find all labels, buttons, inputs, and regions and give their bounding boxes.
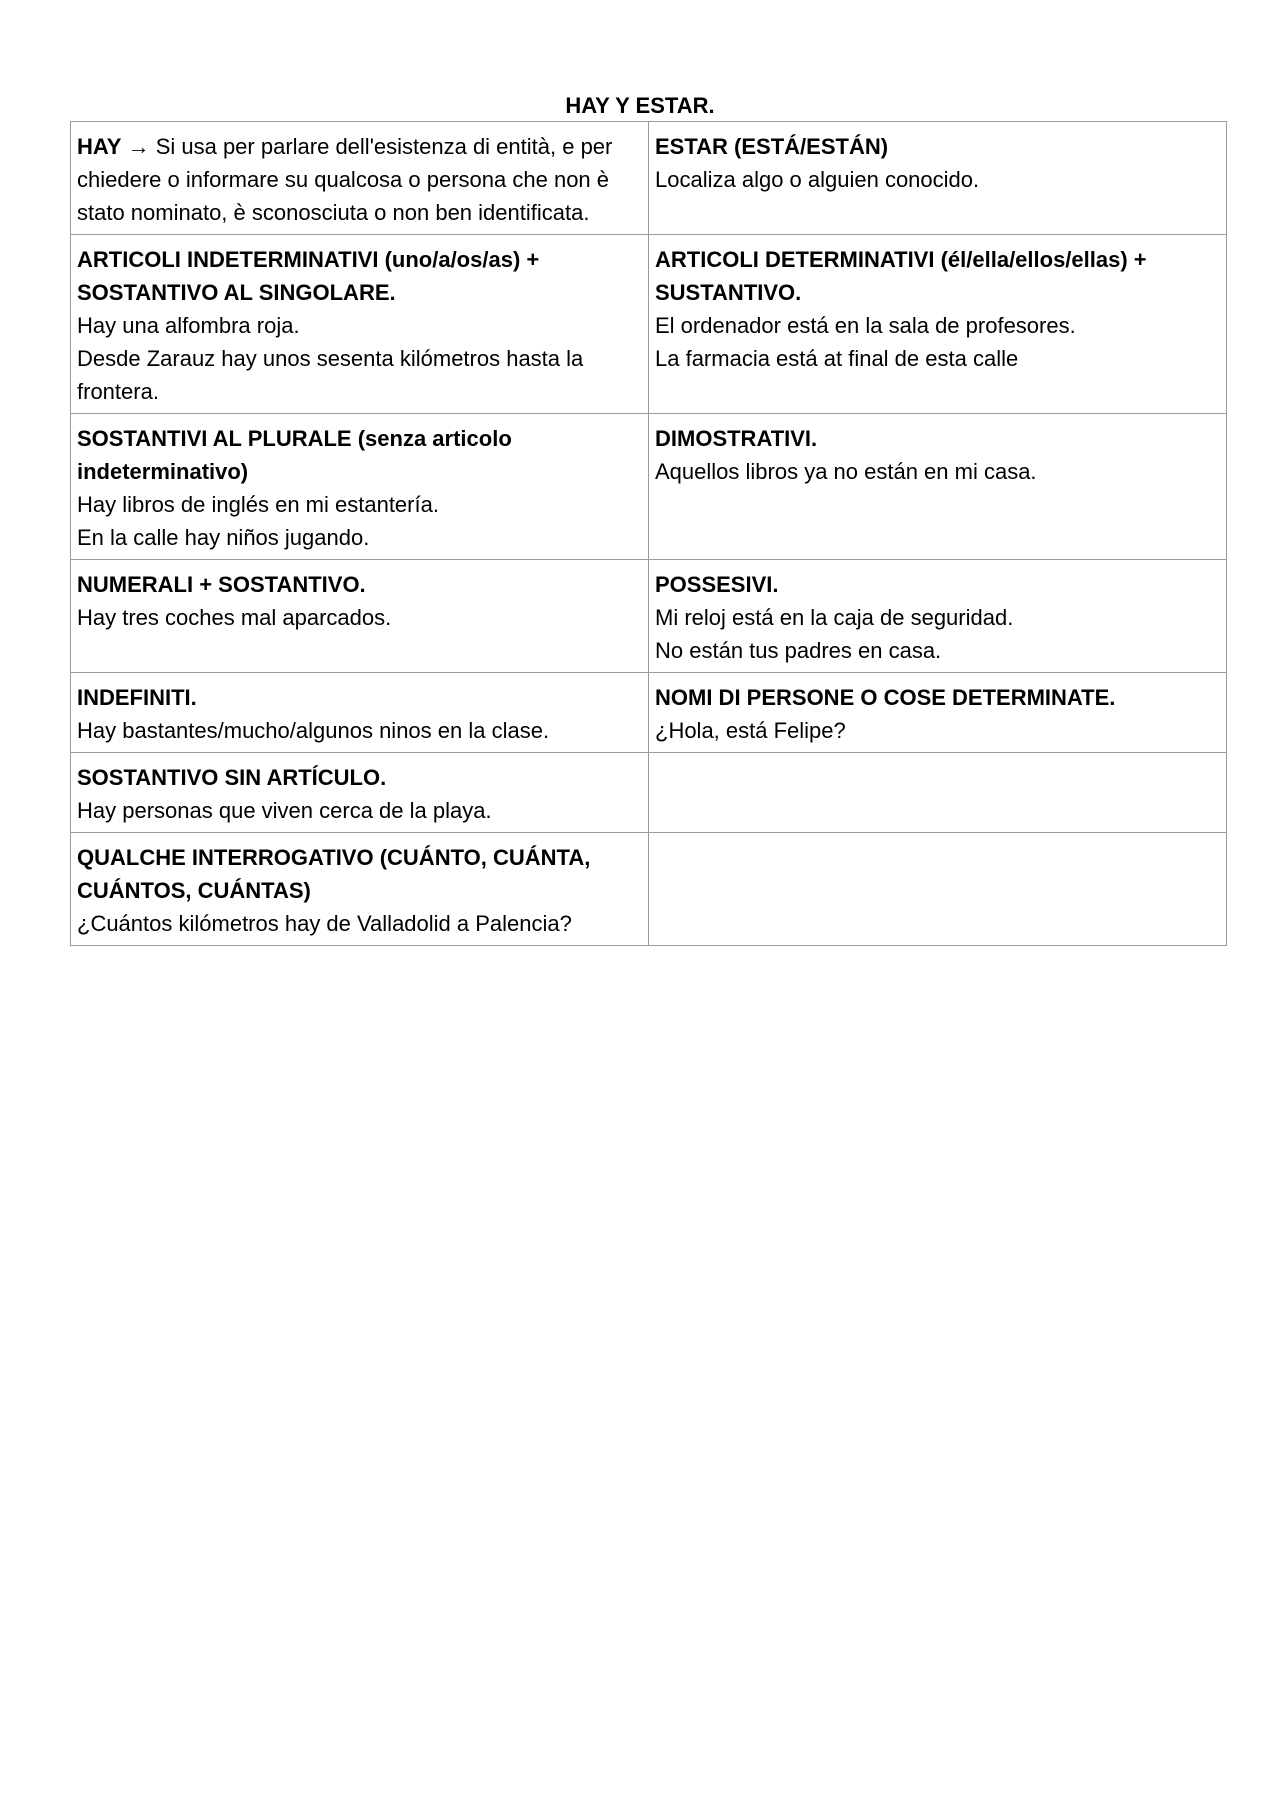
- cell-heading: ESTAR (ESTÁ/ESTÁN): [655, 134, 889, 159]
- table-row: [71, 673, 1227, 753]
- cell-heading: HAY: [77, 134, 122, 159]
- cell-heading: SOSTANTIVI AL PLURALE (senza articolo indeterminativo): [77, 426, 512, 484]
- table-row: [71, 414, 1227, 560]
- cell-line: Mi reloj está en la caja de seguridad.: [655, 605, 1014, 630]
- table-row: [71, 753, 1227, 833]
- cell-line: Aquellos libros ya no están en mi casa.: [655, 459, 1037, 484]
- hay-cell: [71, 673, 649, 753]
- cell-heading: ARTICOLI DETERMINATIVI (él/ella/ellos/ellas) + SUSTANTIVO.: [655, 247, 1147, 305]
- cell-line: Hay tres coches mal aparcados.: [77, 605, 392, 630]
- estar-cell: [649, 235, 1227, 414]
- cell-line: El ordenador está en la sala de profesores.: [655, 313, 1076, 338]
- cell-line: Hay bastantes/mucho/algunos ninos en la clase.: [77, 718, 550, 743]
- cell-text: Si usa per parlare dell'esistenza di entità, e per chiedere o informare su qualcosa o persona che non è stato nominato, è sconosciuta o non ben identificata.: [77, 134, 613, 225]
- cell-heading: ARTICOLI INDETERMINATIVI (uno/a/os/as) + SOSTANTIVO AL SINGOLARE.: [77, 247, 540, 305]
- hay-cell: [71, 833, 649, 946]
- cell-heading: POSSESIVI.: [655, 572, 779, 597]
- cell-line: Desde Zarauz hay unos sesenta kilómetros hasta la frontera.: [77, 346, 584, 404]
- estar-cell-empty: [649, 753, 1227, 833]
- hay-cell: [71, 560, 649, 673]
- table-row: [71, 122, 1227, 235]
- cell-heading: NOMI DI PERSONE O COSE DETERMINATE.: [655, 685, 1116, 710]
- cell-heading: NUMERALI + SOSTANTIVO.: [77, 572, 366, 597]
- estar-cell-empty: [649, 833, 1227, 946]
- hay-cell: [71, 122, 649, 235]
- estar-cell: [649, 560, 1227, 673]
- cell-line: Hay libros de inglés en mi estantería.: [77, 492, 439, 517]
- cell-line: Hay una alfombra roja.: [77, 313, 300, 338]
- arrow-right-icon: →: [127, 134, 150, 159]
- cell-heading: DIMOSTRATIVI.: [655, 426, 818, 451]
- estar-cell: [649, 414, 1227, 560]
- cell-line: La farmacia está at final de esta calle: [655, 346, 1019, 371]
- cell-line: Localiza algo o alguien conocido.: [655, 167, 980, 192]
- table-row: [71, 235, 1227, 414]
- document-title: HAY Y ESTAR.: [565, 93, 715, 118]
- cell-line: Hay personas que viven cerca de la playa.: [77, 798, 492, 823]
- cell-line: En la calle hay niños jugando.: [77, 525, 370, 550]
- table-row: [71, 560, 1227, 673]
- hay-cell: [71, 414, 649, 560]
- estar-cell: [649, 673, 1227, 753]
- cell-line: ¿Hola, está Felipe?: [655, 718, 846, 743]
- table-row: [71, 833, 1227, 946]
- estar-cell: [649, 122, 1227, 235]
- hay-cell: [71, 753, 649, 833]
- cell-line: No están tus padres en casa.: [655, 638, 942, 663]
- cell-heading: SOSTANTIVO SIN ARTÍCULO.: [77, 765, 387, 790]
- cell-heading: INDEFINITI.: [77, 685, 197, 710]
- hay-cell: [71, 235, 649, 414]
- cell-line: ¿Cuántos kilómetros hay de Valladolid a Palencia?: [77, 911, 572, 936]
- grammar-table: [70, 121, 1227, 946]
- cell-heading: QUALCHE INTERROGATIVO (CUÁNTO, CUÁNTA, CUÁNTOS, CUÁNTAS): [77, 845, 591, 903]
